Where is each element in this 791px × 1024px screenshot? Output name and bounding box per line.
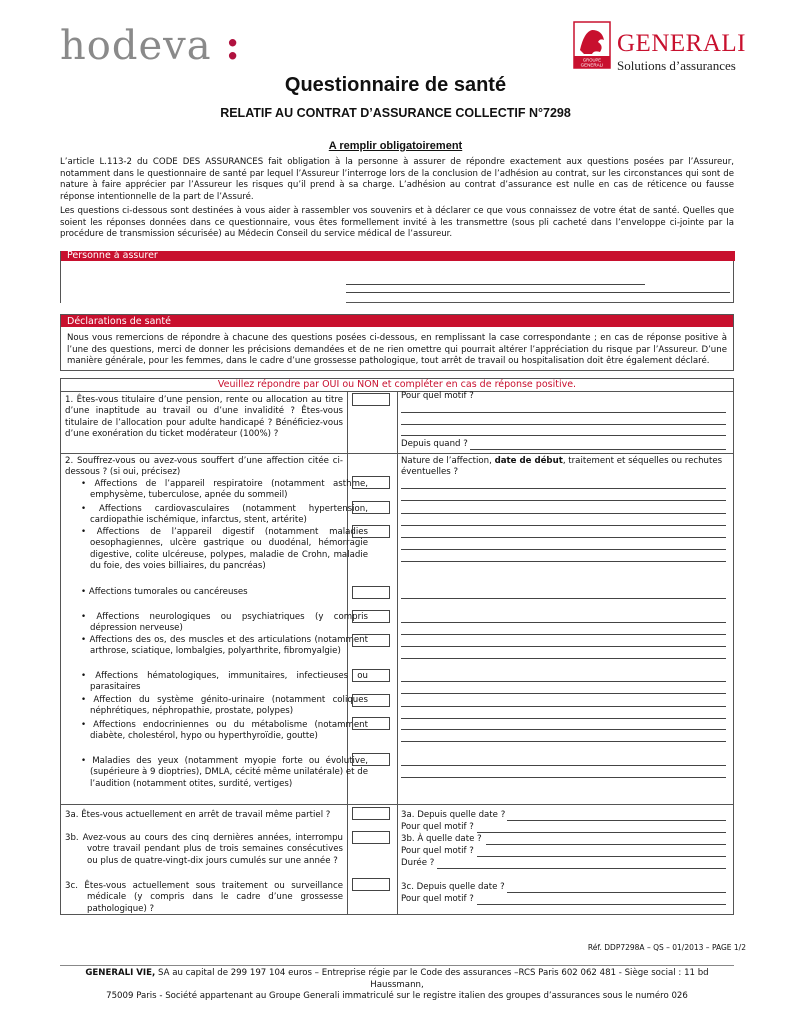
footer-company: GENERALI VIE, (85, 968, 156, 978)
answer-line[interactable] (401, 435, 726, 436)
q2-details-label: Nature de l’affection, date de début, traitement et séquelles ou rechutes éventuelles ? (401, 456, 723, 478)
answer-line[interactable] (486, 844, 726, 845)
answer-line[interactable] (470, 449, 726, 450)
answer-line[interactable] (401, 500, 726, 501)
answer-line[interactable] (401, 706, 726, 707)
q2-item-hematological: • Affections hématologiques, immunitaires, infectieuses ou parasitaires (81, 671, 368, 693)
q3b-date-label: 3b. À quelle date ? (401, 834, 482, 844)
q2-item-eyes-hearing: • Maladies des yeux (notamment myopie forte ou évolutive, (supérieure à 9 dioptries), DMLA, cécité même unilatérale) et de l’audition (notamment otites, surdité, vertiges) (81, 756, 369, 789)
q3b-duree-label: Durée ? (401, 858, 435, 868)
answer-line[interactable] (401, 658, 726, 659)
answer-line[interactable] (401, 424, 726, 425)
answer-line[interactable] (401, 549, 726, 550)
answer-box-q2-digestive[interactable] (352, 525, 390, 538)
declarations-header-bar (61, 315, 733, 327)
answer-line[interactable] (401, 646, 726, 647)
answer-box-q2-hematological[interactable] (352, 669, 390, 682)
declarations-label: Déclarations de santé (67, 316, 171, 327)
question-1: 1. Êtes-vous titulaire d’une pension, rente ou allocation au titre d’une inaptitude au travail ou d’une invalidité ? Êtes-vous titulaire de l’allocation pour adulte handicapé ? Bénéficiez-vous d’une exonération du ticket modérateur (100%) ? (65, 395, 343, 440)
answer-line[interactable] (477, 832, 726, 833)
person-name-line[interactable] (346, 284, 645, 285)
answer-line[interactable] (401, 488, 726, 489)
q2-item-cardiovascular: • Affections cardiovasculaires (notamment hypertension, cardiopathie ischémique, infarctus, stent, artérite) (81, 504, 368, 526)
svg-text:GROUPE: GROUPE (582, 57, 602, 63)
answer-line[interactable] (401, 622, 726, 623)
declarations-section (60, 314, 734, 371)
intro-paragraph-1: L’article L.113-2 du CODE DES ASSURANCES fait obligation à la personne à assurer de répondre exactement aux questions posées par l’Assureur, notamment dans le questionnaire de santé par lequel l’Assureur l’interroge lors de la conclusion de l’adhésion au contrat, sur les circonstances qui sont de nature à faire apprécier par l’Assureur les risques qu’il prend à sa charge. L’adhésion au contrat d’assurance est nulle en cas de réticence ou fausse réponse intentionnelle de la part de l’Assuré. (60, 157, 734, 202)
answer-line[interactable] (401, 513, 726, 514)
answer-line[interactable] (401, 729, 726, 730)
answer-box-q2-respiratory[interactable] (352, 476, 390, 489)
q2-item-endocrine: • Affections endocriniennes ou du métabolisme (notamment diabète, cholestérol, hypo ou hyperthyroïdie, goutte) (81, 720, 368, 742)
answer-line[interactable] (507, 820, 726, 821)
answer-line[interactable] (401, 634, 726, 635)
answer-box-q2-genito-urinary[interactable] (352, 694, 390, 707)
generali-lion-emblem-icon (570, 20, 614, 70)
q3b-motif-label: Pour quel motif ? (401, 846, 474, 856)
q2-item-neurological: • Affections neurologiques ou psychiatriques (y compris dépression nerveuse) (81, 612, 368, 634)
answer-box-q2-eyes-hearing[interactable] (352, 753, 390, 766)
q2-item-tumoral: • Affections tumorales ou cancéreuses (81, 587, 248, 597)
person-section-label: Personne à assurer (67, 250, 158, 261)
intro-paragraph-2: Les questions ci-dessous sont destinées à vous aider à rassembler vos souvenirs et à déclarer ce que vous connaissez de votre état de santé. Quelles que soient les réponses données dans ce questionnaire, vous êtes formellement invité à les transmettre (sous pli cacheté dans l’enveloppe ci-jointe par la procédure de transmission sécurisée) au Médecin Conseil du service médical de l’assureur. (60, 206, 734, 239)
table-header: Veuillez répondre par OUI ou NON et compléter en cas de réponse positive. (217, 379, 577, 390)
answer-box-q1[interactable] (352, 393, 390, 406)
q3c-date-label: 3c. Depuis quelle date ? (401, 882, 505, 892)
answer-line[interactable] (477, 856, 726, 857)
answer-line[interactable] (401, 537, 726, 538)
answer-box-q2-endocrine[interactable] (352, 717, 390, 730)
q3a-date-label: 3a. Depuis quelle date ? (401, 810, 506, 820)
answer-box-q2-bones-muscles[interactable] (352, 634, 390, 647)
question-3a: 3a. Êtes-vous actuellement en arrêt de travail même partiel ? (65, 810, 331, 820)
question-2-intro: 2. Souffrez-vous ou avez-vous souffert d’une affection citée ci-dessous ? (si oui, précisez) (65, 456, 343, 478)
answer-line[interactable] (401, 681, 726, 682)
answer-line[interactable] (401, 718, 726, 719)
legal-footer (60, 968, 734, 1003)
answer-box-q3c[interactable] (352, 878, 390, 891)
answer-line[interactable] (401, 741, 726, 742)
q3a-motif-label: Pour quel motif ? (401, 822, 474, 832)
footer-line-1: SA au capital de 299 197 104 euros – Entreprise régie par le Code des assurances –RCS Paris 602 062 481 - Siège social : 11 bd Haussmann, (155, 968, 709, 990)
answer-line[interactable] (437, 868, 726, 869)
footer-divider (60, 965, 734, 966)
declarations-text: Nous vous remercions de répondre à chacune des questions posées ci-dessous, en remplissant la case correspondante ; en cas de réponse positive à l’une des questions, merci de donner les précisions demandées et de ne rien omettre qui pourrait altérer l’appréciation du risque par l’Assureur. D’une manière générale, pour les femmes, dans le cadre d’une grossesse pathologique, tout arrêt de travail ou hospitalisation doit être également déclaré. (67, 333, 727, 366)
q2-item-genito-urinary: • Affection du système génito-urinaire (notamment coliques néphrétiques, néphropathie, prostate, polypes) (81, 695, 368, 717)
q2-item-respiratory: • Affections de l’appareil respiratoire (notamment asthme, emphysème, tuberculose, apnée du sommeil) (81, 479, 368, 501)
answer-line[interactable] (401, 412, 726, 413)
page-subtitle: RELATIF AU CONTRAT D’ASSURANCE COLLECTIF N°7298 (220, 106, 571, 120)
answer-box-q3a[interactable] (352, 807, 390, 820)
generali-logo-text: GENERALI (617, 30, 746, 57)
answer-box-q2-neurological[interactable] (352, 610, 390, 623)
q1-motif-label: Pour quel motif ? (401, 391, 474, 401)
answer-line[interactable] (401, 693, 726, 694)
answer-line[interactable] (401, 765, 726, 766)
answer-box-q2-tumoral[interactable] (352, 586, 390, 599)
person-to-insure-section (60, 251, 734, 303)
person-detail-line[interactable] (346, 292, 730, 293)
answer-line[interactable] (401, 525, 726, 526)
answer-line[interactable] (401, 777, 726, 778)
fill-mandatory-notice: A remplir obligatoirement (328, 140, 463, 152)
health-questions-table (60, 378, 734, 915)
answer-line[interactable] (507, 892, 726, 893)
svg-text:GENERALI: GENERALI (580, 62, 604, 68)
answer-line[interactable] (401, 561, 726, 562)
answer-box-q2-cardiovascular[interactable] (352, 501, 390, 514)
answer-box-q3b[interactable] (352, 831, 390, 844)
q2-item-digestive: • Affections de l’appareil digestif (notamment maladies oesophagiennes, ulcère gastrique ou duodénal, hémorragie digestive, colite ulcéreuse, polypes, maladie de Crohn, maladie du foie, des voies billiaires, du pancréas) (81, 527, 368, 572)
answer-line[interactable] (477, 904, 726, 905)
q3c-motif-label: Pour quel motif ? (401, 894, 474, 904)
page-title: Questionnaire de santé (284, 74, 507, 96)
footer-line-2: 75009 Paris - Société appartenant au Groupe Generali immatriculé sur le registre italien des groupes d’assurances sous le numéro 026 (106, 991, 688, 1001)
intro-text (60, 157, 734, 244)
hodeva-logo: hodeva : (60, 22, 242, 69)
answer-line[interactable] (401, 598, 726, 599)
document-reference: Réf. DDP7298A – QS – 01/2013 – PAGE 1/2 (587, 943, 746, 952)
generali-tagline: Solutions d’assurances (617, 58, 736, 73)
q1-depuis-label: Depuis quand ? (401, 439, 468, 449)
question-3b: 3b. Avez-vous au cours des cinq dernières années, interrompu votre travail pendant plus de trois semaines consécutives ou plus de quatre-vingt-dix jours cumulés sur une année ? (65, 833, 343, 866)
q2-item-bones-muscles: • Affections des os, des muscles et des articulations (notamment arthrose, sciatique, lombalgies, polyarthrite, fibromyalgie) (81, 635, 368, 657)
section-header-bar (61, 251, 735, 261)
question-3c: 3c. Êtes-vous actuellement sous traitement ou surveillance médicale (y compris dans le cadre d’une grossesse pathologique) ? (65, 881, 343, 914)
